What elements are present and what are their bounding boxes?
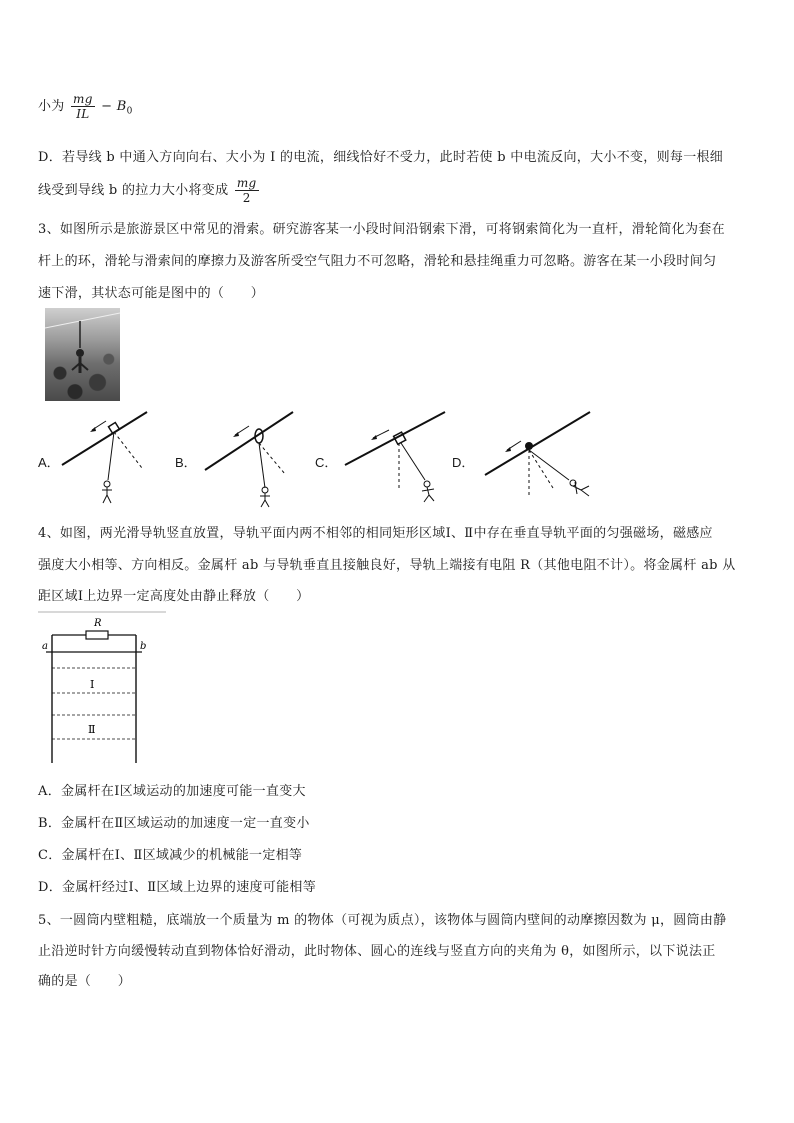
region-1-label: Ⅰ: [90, 678, 95, 691]
fraction-denominator: 2: [242, 191, 251, 205]
minus-b: − B: [101, 99, 127, 114]
rod-label-a: a: [42, 641, 48, 652]
q3-option-d-diagram: [485, 410, 605, 505]
q4-line2: 强度大小相等、方向相反。金属杆 ab 与导轨垂直且接触良好，导轨上端接有电阻 R（其他电阻不计）。将金属杆 ab 从: [38, 558, 736, 573]
q2-d-prefix: 线受到导线 b 的拉力大小将变成: [38, 183, 229, 198]
q3-line3: 速下滑，其状态可能是图中的（ ）: [38, 286, 265, 301]
q3-option-b-label[interactable]: B．: [175, 455, 197, 470]
q3-option-b-diagram: [205, 410, 305, 505]
q3-option-c-diagram: [345, 410, 455, 505]
zipline-photo-sketch: [45, 308, 120, 401]
fraction-numerator: mg: [236, 176, 257, 190]
q4-line3: 距区域Ⅰ上边界一定高度处由静止释放（ ）: [38, 589, 310, 604]
region-2-label: Ⅱ: [88, 723, 96, 736]
q5-line3: 确的是（ ）: [38, 974, 132, 989]
q3-option-a-diagram: [62, 410, 162, 505]
fraction-numerator: mg: [73, 92, 93, 106]
rod-label-b: b: [140, 641, 147, 652]
q5-line2: 止沿逆时针方向缓慢转动直到物体恰好滑动，此时物体、圆心的连线与竖直方向的夹角为 θ，如图所示，以下说法正: [38, 944, 716, 959]
fraction-denominator: IL: [76, 107, 90, 121]
resistor-label: R: [94, 618, 102, 629]
q5-line1: 5、一圆筒内壁粗糙，底端放一个质量为 m 的物体（可视为质点），该物体与圆筒内壁间的动摩擦因数为 μ，圆筒由静: [38, 913, 727, 928]
q4-option-b[interactable]: B．金属杆在Ⅱ区域运动的加速度一定一直变小: [38, 816, 310, 831]
q4-option-c[interactable]: C．金属杆在Ⅰ、Ⅱ区域减少的机械能一定相等: [38, 848, 303, 863]
q3-option-d-label[interactable]: D．: [452, 455, 475, 470]
fraction-mg-over-2: [235, 176, 259, 205]
q4-option-d[interactable]: D．金属杆经过Ⅰ、Ⅱ区域上边界的速度可能相等: [38, 880, 316, 895]
q3-line1: 3、如图所示是旅游景区中常见的滑索。研究游客某一小段时间沿钢索下滑，可将钢索简化为一直杆，滑轮简化为套在: [38, 222, 725, 237]
q3-option-a-label[interactable]: A．: [38, 455, 60, 470]
q3-line2: 杆上的环，滑轮与滑索间的摩擦力及游客所受空气阻力不可忽略，滑轮和悬挂绳重力可忽略。游客在某一小段时间匀: [38, 254, 717, 269]
subscript-zero: 0: [126, 106, 133, 117]
resistor-symbol: [86, 631, 108, 639]
q4-rail-diagram: [38, 608, 168, 768]
q2-option-d-line2: [38, 176, 261, 205]
zipline-photo: [45, 308, 120, 401]
q4-option-a[interactable]: A．金属杆在Ⅰ区域运动的加速度可能一直变大: [38, 784, 306, 799]
q2-c-prefix: 小为: [38, 99, 65, 114]
fraction-mg-over-il: [71, 92, 95, 121]
q4-line1: 4、如图，两光滑导轨竖直放置，导轨平面内两不相邻的相同矩形区域Ⅰ、Ⅱ中存在垂直导轨平面的匀强磁场，磁感应: [38, 526, 713, 541]
q2-option-d-line1: D．若导线 b 中通入方向向右、大小为 I 的电流，细线恰好不受力，此时若使 b 中电流反向，大小不变，则每一根细: [38, 150, 724, 165]
q2-option-c-tail: [38, 92, 133, 121]
q3-option-c-label[interactable]: C．: [315, 455, 338, 470]
